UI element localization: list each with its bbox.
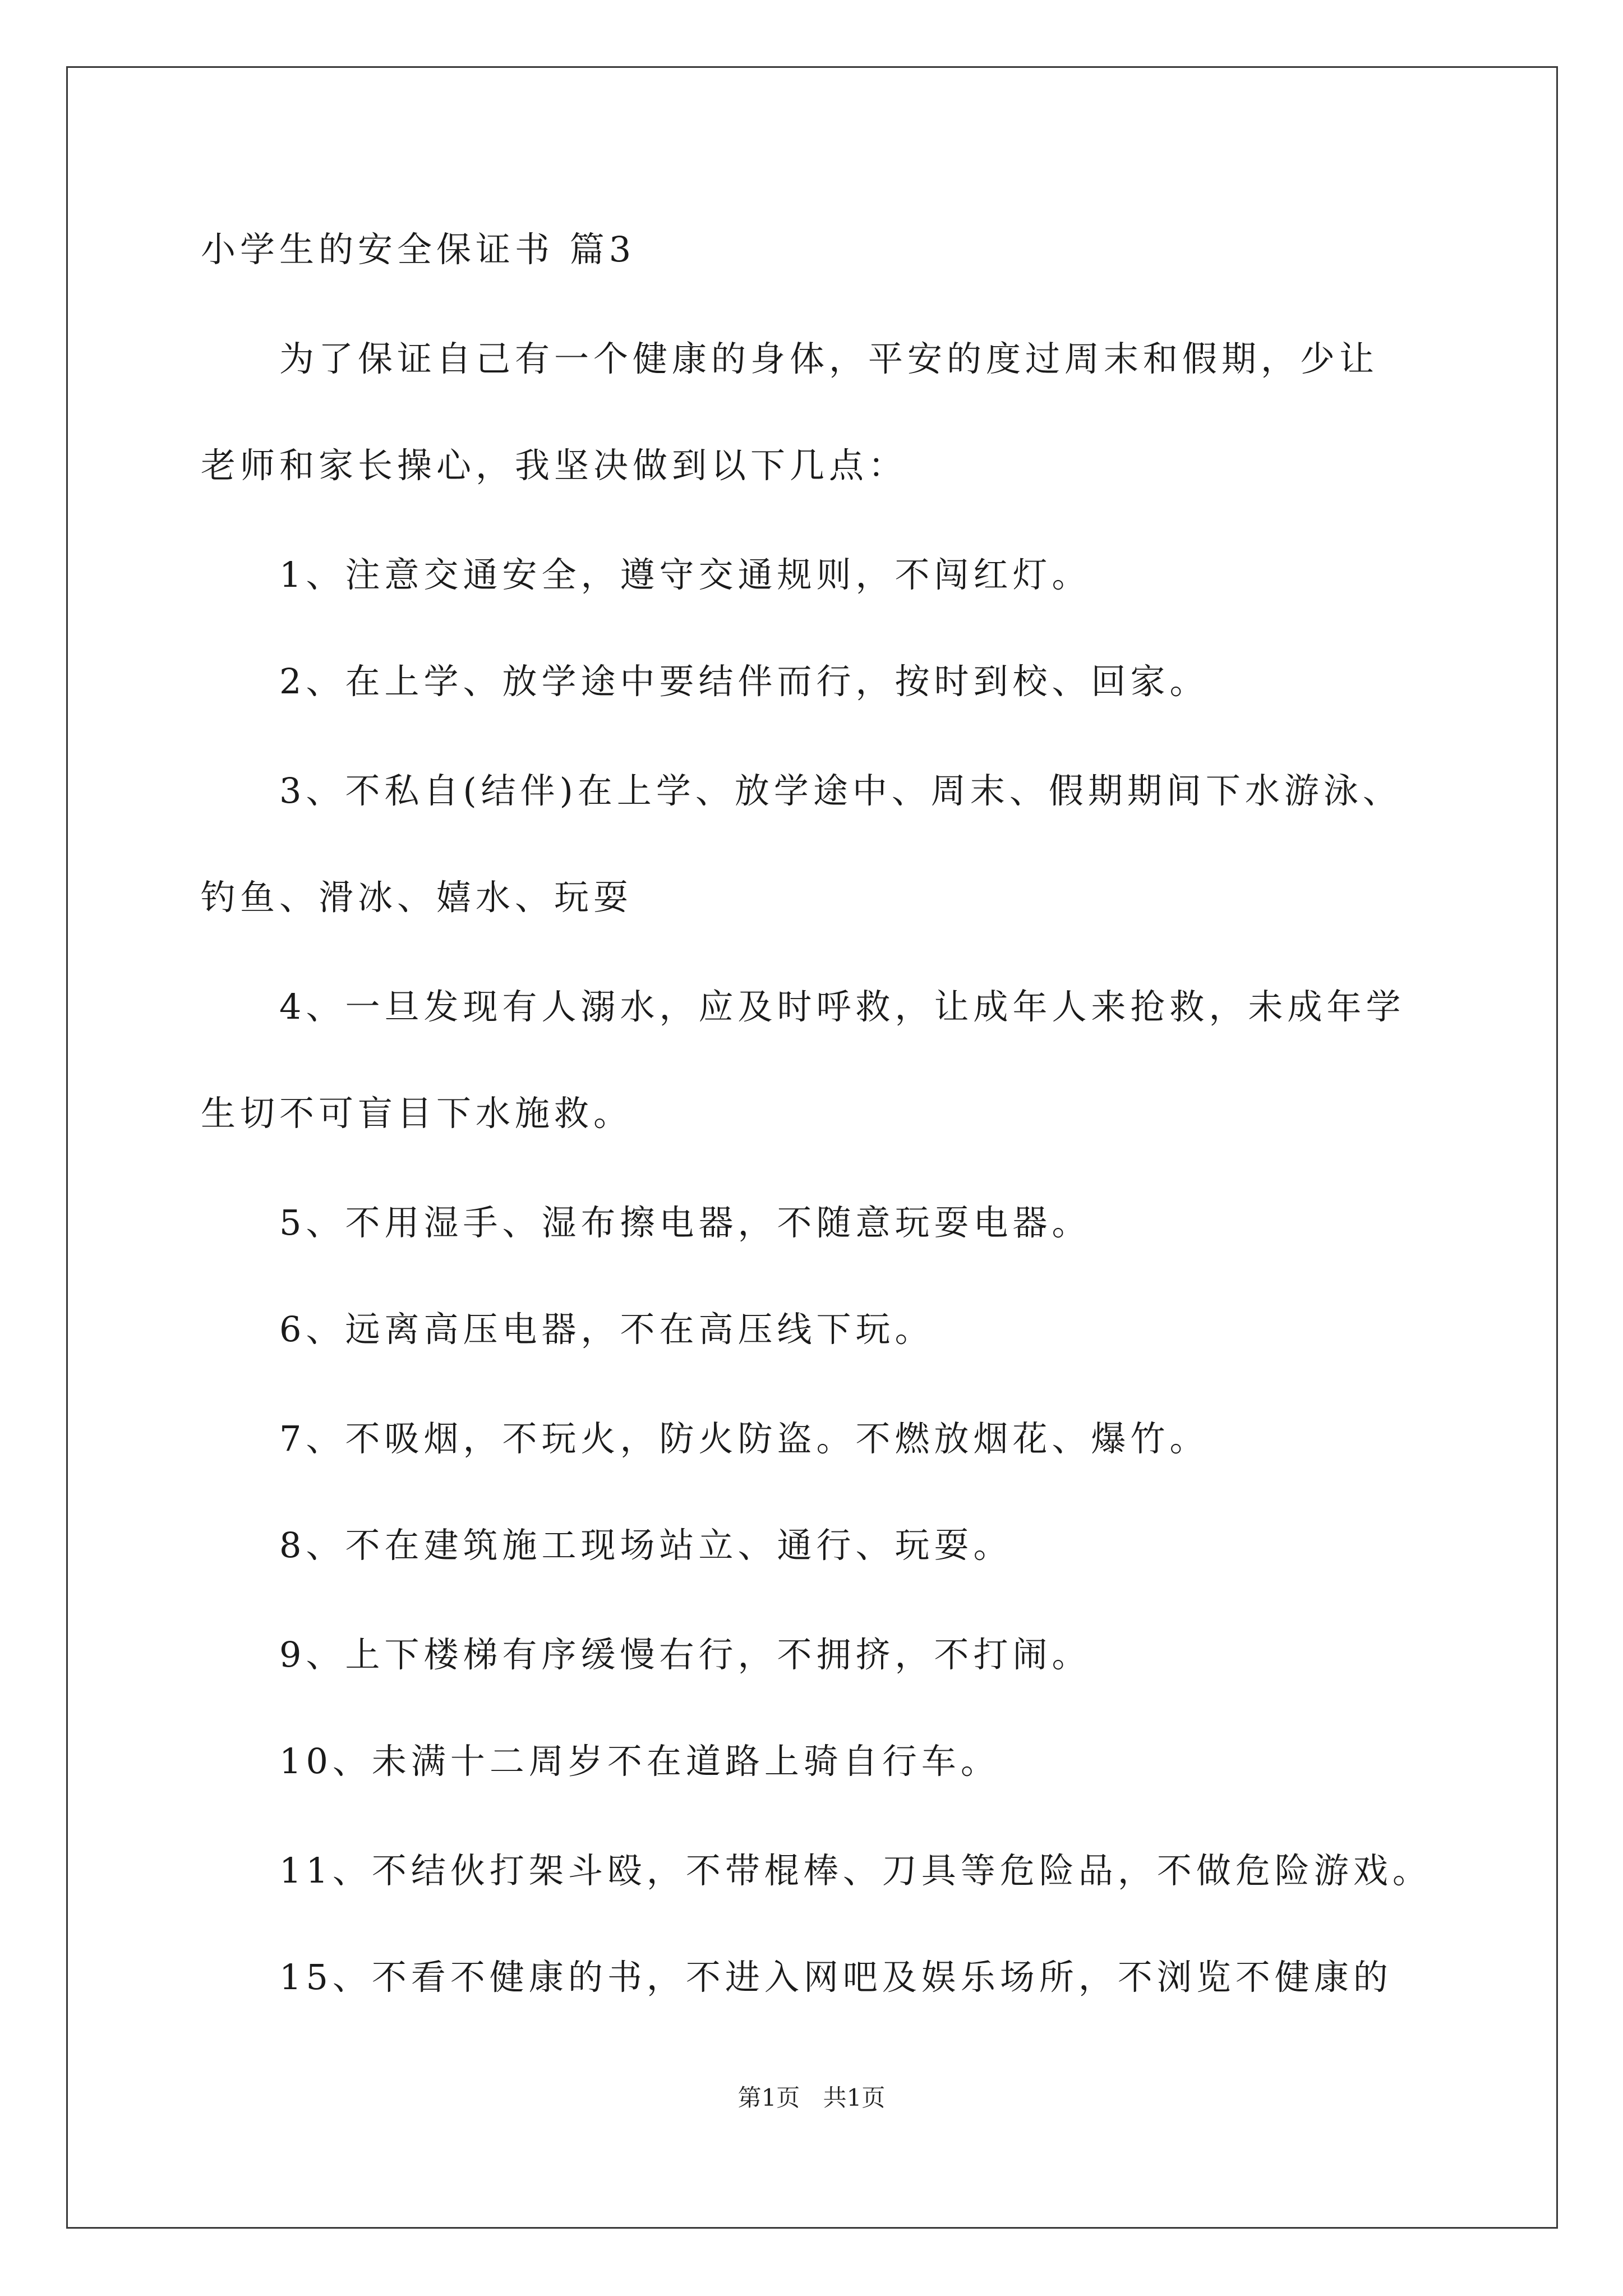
list-item: 10、未满十二周岁不在道路上骑自行车。 xyxy=(279,1741,1000,1782)
paragraph-line: 为了保证自己有一个健康的身体，平安的度过周末和假期，少让 xyxy=(279,338,1379,379)
paragraph-line: 老师和家长操心，我坚决做到以下几点： xyxy=(201,445,908,486)
list-item: 2、在上学、放学途中要结伴而行，按时到校、回家。 xyxy=(279,661,1209,702)
list-item: 5、不用湿手、湿布擦电器，不随意玩耍电器。 xyxy=(279,1202,1091,1243)
document-title: 小学生的安全保证书 篇3 xyxy=(201,229,636,270)
list-item: 4、一旦发现有人溺水，应及时呼救，让成年人来抢救，未成年学 xyxy=(279,986,1405,1027)
list-item: 11、不结伙打架斗殴，不带棍棒、刀具等危险品，不做危险游戏。 xyxy=(279,1850,1432,1891)
list-item: 1、注意交通安全，遵守交通规则，不闯红灯。 xyxy=(279,554,1091,595)
list-item: 3、不私自(结伴)在上学、放学途中、周末、假期期间下水游泳、 xyxy=(279,770,1402,811)
list-item-continuation: 钓鱼、滑冰、嬉水、玩耍 xyxy=(201,877,633,918)
page-number-total: 共1页 xyxy=(823,2084,886,2111)
list-item: 9、上下楼梯有序缓慢右行，不拥挤，不打闹。 xyxy=(279,1634,1091,1675)
page-number-current: 第1页 xyxy=(737,2084,800,2111)
page-footer xyxy=(0,2081,1623,2115)
list-item-continuation: 生切不可盲目下水施救。 xyxy=(201,1093,633,1134)
list-item: 7、不吸烟，不玩火，防火防盗。不燃放烟花、爆竹。 xyxy=(279,1418,1209,1459)
list-item: 8、不在建筑施工现场站立、通行、玩耍。 xyxy=(279,1525,1013,1566)
list-item: 15、不看不健康的书，不进入网吧及娱乐场所，不浏览不健康的 xyxy=(279,1957,1393,1998)
page-border xyxy=(66,66,1558,2229)
list-item: 6、远离高压电器，不在高压线下玩。 xyxy=(279,1309,934,1350)
